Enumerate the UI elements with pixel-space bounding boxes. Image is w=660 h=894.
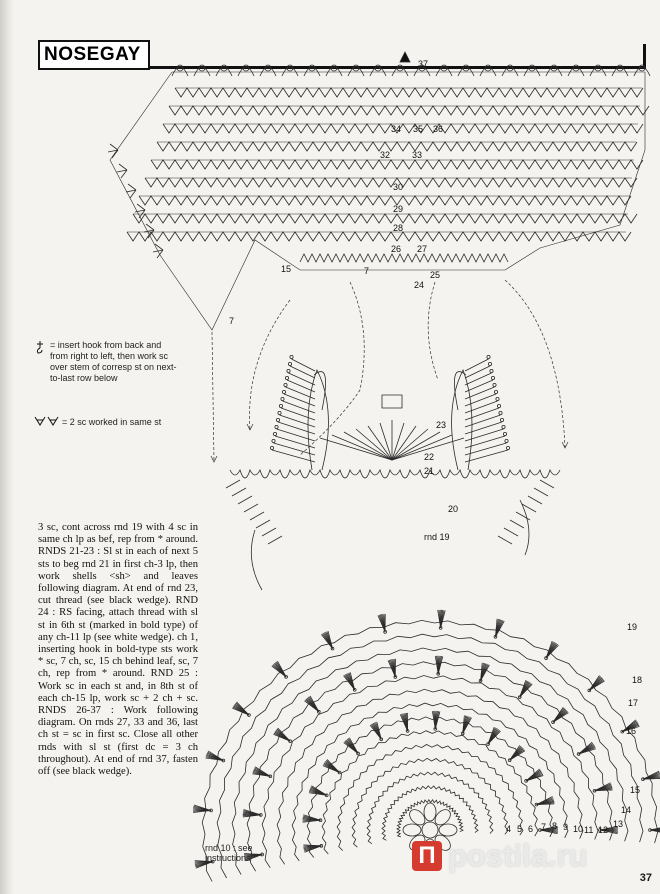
leaf-picot	[506, 446, 509, 449]
leaf-rib	[465, 373, 492, 385]
watermark-logo-icon: П	[412, 841, 442, 871]
leaf-inner	[454, 372, 466, 410]
yoke-mesh-row	[139, 196, 631, 205]
crown-block	[382, 395, 402, 408]
rosette-petal	[424, 803, 436, 821]
doily-round	[382, 786, 478, 840]
round-label: 36	[433, 124, 444, 134]
leaf-picot	[284, 383, 287, 386]
leaf-picot	[272, 439, 275, 442]
doily-round	[397, 800, 463, 837]
connector-line	[505, 280, 565, 448]
round-label: 23	[436, 420, 447, 430]
upper-yoke-diagram	[108, 52, 650, 330]
leaf-picot	[500, 418, 503, 421]
leaf-picot	[275, 425, 278, 428]
yoke-mesh-row	[133, 214, 637, 223]
round-label: 33	[412, 150, 423, 160]
picot-arc	[590, 67, 606, 76]
leaf-picot	[287, 369, 290, 372]
yoke-mesh-row	[169, 106, 649, 115]
leaf-rib	[465, 401, 498, 413]
fringe	[244, 504, 258, 512]
upper-round-labels	[229, 59, 443, 326]
leaf-picot	[491, 376, 494, 379]
round-label: 18	[632, 675, 643, 685]
round-label: 20	[448, 504, 459, 514]
picot-arc	[612, 67, 628, 76]
picot-arc	[568, 67, 584, 76]
fringe	[510, 520, 524, 528]
round-label: 24	[414, 280, 425, 290]
leaf-rib	[290, 366, 315, 378]
round-label: 15	[281, 264, 292, 274]
picot-arc	[194, 67, 210, 76]
leaf-rib	[292, 359, 316, 371]
round-label: 17	[628, 698, 639, 708]
round-label: 14	[621, 805, 632, 815]
fringe	[522, 504, 536, 512]
yoke-bottom-band	[300, 254, 508, 262]
round-label: 15	[630, 785, 641, 795]
leaf-rib	[465, 359, 489, 371]
leaf-rib	[465, 422, 502, 434]
middle-leaf-diagram	[226, 355, 560, 590]
round-label: 12	[598, 825, 609, 835]
round-label: 37	[418, 59, 429, 69]
picot-arc	[304, 67, 320, 76]
picot-arc	[546, 67, 562, 76]
legend-double-sc	[62, 417, 182, 428]
yoke-mesh-row	[127, 232, 631, 241]
picot-arc	[370, 67, 386, 76]
picot-arc	[216, 67, 232, 76]
fringe	[540, 480, 554, 488]
connector-line	[250, 300, 291, 430]
hook-symbol-icon	[34, 340, 46, 357]
picot-arc	[524, 67, 540, 76]
leaf-rib	[289, 373, 316, 385]
legend-hook-text: = insert hook from back and from right to left, then work sc over stem of corresp st on next-to-last row below	[50, 340, 177, 383]
round-label: 28	[393, 223, 404, 233]
fringe	[528, 496, 542, 504]
round-label: 7	[229, 316, 235, 326]
watermark-text: postila.ru	[448, 838, 588, 873]
round-label: 19	[627, 622, 638, 632]
picot-arc	[480, 67, 496, 76]
leaf-picot	[496, 397, 499, 400]
picot-arc	[458, 67, 474, 76]
rosette-petal	[403, 824, 421, 836]
leaf-picot	[497, 404, 500, 407]
fringe	[262, 528, 276, 536]
leaf-picot	[270, 446, 273, 449]
leaf-picot	[487, 355, 490, 358]
fringe	[516, 512, 530, 520]
round-label: 7	[541, 822, 547, 832]
fringe	[250, 512, 264, 520]
tendril	[520, 500, 529, 555]
leaf-picot	[503, 432, 506, 435]
yoke-mesh-row	[151, 160, 643, 169]
leaf-picot	[279, 404, 282, 407]
page-title: NOSEGAY	[44, 44, 141, 65]
leaf-picot	[276, 418, 279, 421]
leaf-picot	[282, 390, 285, 393]
fringe	[498, 536, 512, 544]
rosette-petal	[439, 824, 457, 836]
tendril	[251, 530, 262, 590]
round-label: 22	[424, 452, 435, 462]
legend-double-sc-text: = 2 sc worked in same st	[62, 417, 162, 427]
round-label: 5	[517, 824, 523, 834]
instructions-text: 3 sc, cont across rnd 19 with 4 sc in same ch lp as bef, rep from * around. RNDS 21-23 : Sl st in each of next 5 sts to beg rnd 21 in first ch-3 lp, then work shells <sh> and leaves following diagram. At end of rnd 23, cut thread (see black wedge). RND 24 : RS facing, attach thread with sl st in 6th st (marked in bold type) of any ch-11 lp (see white wedge). ch 1, inserting hook in bold-type sts work * sc, 7 ch, sc, 15 ch behind leaf, sc, 7 ch, rep from * around. RND 25 : Work sc in each st and, in 8th st of each ch-15 lp, work sc + 2 ch + sc. RNDS 26-37 : Work following diagram. On rnds 27, 33 and 36, last ch st = sc in first sc. Close all other rnds with sl st (first dc = 3 ch throughout). At end of rnd 37, fasten off (see black wedge).	[38, 522, 198, 778]
spray-stroke	[144, 224, 154, 238]
picot-arc	[348, 67, 364, 76]
connector-arrows	[211, 280, 568, 462]
leaf-picot	[278, 411, 281, 414]
leaf-rib	[465, 450, 508, 462]
leaf-inner	[314, 372, 326, 410]
crown-spoke	[344, 432, 392, 460]
round-label: 21	[424, 466, 435, 476]
round-label: 11	[584, 825, 594, 835]
round-label: 29	[393, 204, 404, 214]
chain-line	[230, 470, 560, 478]
round-label: 34	[391, 124, 402, 134]
leaf-rib	[272, 450, 315, 462]
leaf-picot	[494, 390, 497, 393]
picot-arc	[634, 67, 650, 76]
picot-arc	[282, 67, 298, 76]
leaf-picot	[499, 411, 502, 414]
round-label: 27	[417, 244, 428, 254]
leaf-rib	[287, 380, 315, 392]
round-label: 25	[430, 270, 441, 280]
legend-hook-symbol	[50, 340, 180, 384]
round-label: 9	[563, 822, 569, 832]
leaf-rib	[465, 366, 490, 378]
picot-arc	[326, 67, 342, 76]
leaf-picot	[288, 362, 291, 365]
shell-stitch	[303, 845, 321, 846]
round-label: 8	[552, 821, 558, 831]
leaf-picot	[273, 432, 276, 435]
page-number: 37	[639, 872, 652, 884]
start-marker	[400, 52, 410, 62]
rosette-petal	[432, 807, 453, 828]
round-label: 32	[380, 150, 391, 160]
fringe	[238, 496, 252, 504]
yoke-mesh-row	[157, 142, 637, 151]
yoke-mesh-row	[145, 178, 637, 187]
round-label: 16	[626, 726, 637, 736]
leaf-picot	[285, 376, 288, 379]
leaf-rib	[281, 408, 315, 420]
leaf-picot	[505, 439, 508, 442]
round-label: 26	[391, 244, 402, 254]
leaf-picot	[281, 397, 284, 400]
fringe	[226, 480, 240, 488]
picot-arc	[392, 67, 408, 76]
fringe	[268, 536, 282, 544]
double-sc-icon	[34, 415, 60, 430]
round-label: 6	[528, 824, 534, 834]
round-label: 13	[613, 819, 624, 829]
leaf-picot	[490, 369, 493, 372]
crown-spoke	[320, 438, 392, 460]
round-label: 4	[506, 824, 512, 834]
picot-arc	[436, 67, 452, 76]
rosette-center	[422, 822, 438, 838]
leaf-picot	[502, 425, 505, 428]
lower-caption: rnd 10 : see instructions	[205, 843, 253, 863]
fringe	[534, 488, 548, 496]
spray-stroke	[153, 244, 163, 258]
leaf-rib	[465, 408, 499, 420]
yoke-mesh-row	[175, 88, 643, 97]
leaf-rib	[465, 415, 501, 427]
picot-arc	[238, 67, 254, 76]
spray-stroke	[126, 184, 136, 198]
round-label: 7	[364, 266, 370, 276]
fringe	[504, 528, 518, 536]
doily-round	[367, 772, 493, 844]
leaf-rib	[278, 422, 315, 434]
fringe	[232, 488, 246, 496]
round-label: 10	[573, 824, 584, 834]
leaf-rib	[283, 401, 316, 413]
middle-caption: rnd 19	[424, 532, 450, 542]
round-label: 30	[393, 182, 404, 192]
leaf-picot	[493, 383, 496, 386]
fringe	[256, 520, 270, 528]
yoke-mesh-row	[163, 124, 643, 133]
leaf-rib	[465, 380, 493, 392]
picot-arc	[172, 67, 188, 76]
leaf-rib	[465, 429, 504, 441]
leaf-rib	[277, 429, 316, 441]
leaf-picot	[290, 355, 293, 358]
watermark	[412, 838, 588, 874]
picot-arc	[260, 67, 276, 76]
round-label: 35	[413, 124, 424, 134]
connector-line	[428, 282, 438, 380]
leaf-picot	[488, 362, 491, 365]
picot-arc	[502, 67, 518, 76]
leaf-rib	[280, 415, 316, 427]
connector-line	[212, 332, 214, 462]
